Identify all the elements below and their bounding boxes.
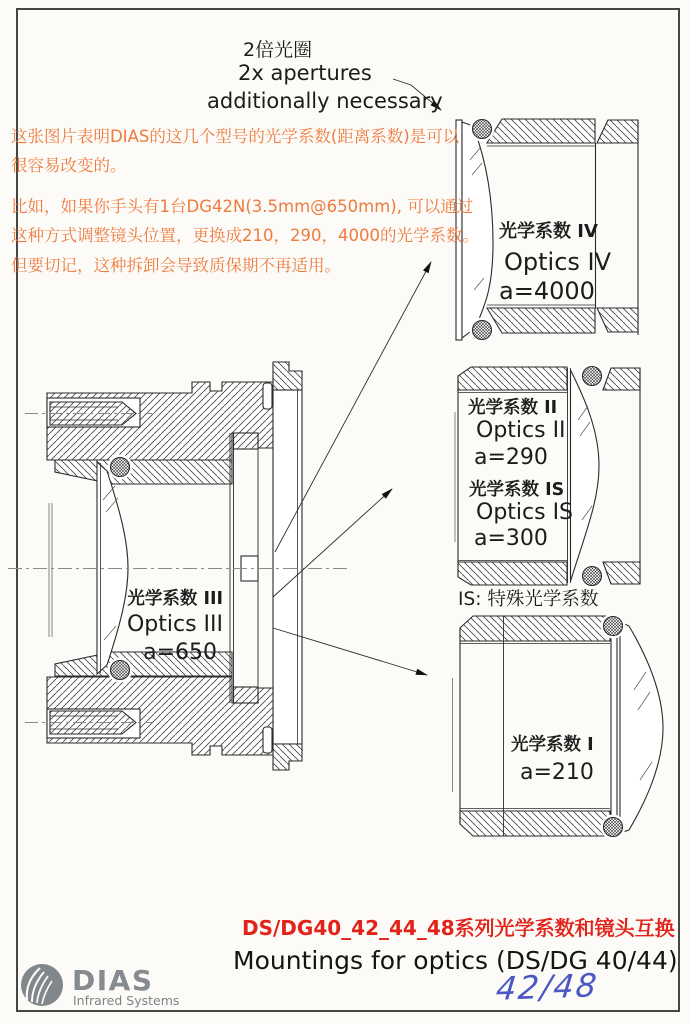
note-paragraph1-line2: 很容易改变的。 (11, 156, 127, 175)
o-ring (473, 120, 492, 139)
lens-optics-i (620, 622, 663, 833)
is-definition-note: IS: 特殊光学系数 (458, 589, 599, 610)
o-ring (583, 367, 602, 386)
main-mount-cross-section (8, 362, 350, 770)
aperture-note-en-line1: 2x apertures (238, 61, 372, 85)
footer-title-cn: DS/DG40_42_44_48系列光学系数和镜头互换 (242, 916, 675, 940)
screw-hole-top (263, 383, 272, 409)
optics-iv-label-en: Optics IV (504, 248, 612, 276)
optics-is-value: a=300 (474, 526, 548, 551)
aperture-note-en-line2: additionally necessary (207, 89, 443, 113)
optics-i-drawing (453, 614, 664, 840)
optics-is-label-cn: 光学系数 IS (469, 480, 565, 500)
footer-subtitle-en: Mountings for optics (DS/DG 40/44) (233, 946, 678, 975)
dias-logo (19, 962, 239, 1012)
optics-ii-value: a=290 (474, 445, 548, 470)
optics-iii-value: a=650 (143, 640, 217, 665)
note-paragraph3-line1: 但要切记，这种拆卸会导致质保期不再适用。 (11, 256, 341, 275)
logo-wordmark: DIAS (72, 964, 154, 997)
optics-ii-label-cn: 光学系数 II (468, 398, 558, 418)
optics-iv-label-cn: 光学系数 IV (499, 221, 598, 242)
o-ring (583, 567, 602, 586)
lens-optics-ii (571, 370, 600, 581)
note-paragraph2-line2: 这种方式调整镜头位置，更换成210，290，4000的光学系数。 (11, 226, 479, 245)
optics-i-label-cn: 光学系数 I (511, 735, 594, 755)
dias-logo-icon (19, 962, 65, 1008)
o-ring (604, 818, 623, 837)
optics-iii-label-cn: 光学系数 III (127, 589, 223, 609)
o-ring (604, 617, 623, 636)
aperture-note-cn: 2倍光圈 (243, 39, 313, 61)
note-paragraph1-line1: 这张图片表明DIAS的这几个型号的光学系数(距离系数)是可以 (11, 127, 460, 146)
screw-hole-bottom (263, 727, 272, 753)
optics-iv-value: a=4000 (499, 277, 595, 305)
o-ring (111, 458, 130, 477)
optics-iii-label-en: Optics III (126, 612, 223, 637)
optics-i-value: a=210 (520, 760, 594, 785)
note-paragraph2-line1: 比如，如果你手头有1台DG42N(3.5mm@650mm), 可以通过 (11, 197, 474, 216)
optics-is-label-en: Optics IS (476, 500, 574, 525)
o-ring (473, 321, 492, 340)
handwritten-note: 42/48 (494, 966, 601, 1008)
optics-ii-label-en: Optics II (476, 418, 566, 443)
logo-tagline: Infrared Systems (73, 993, 180, 1008)
